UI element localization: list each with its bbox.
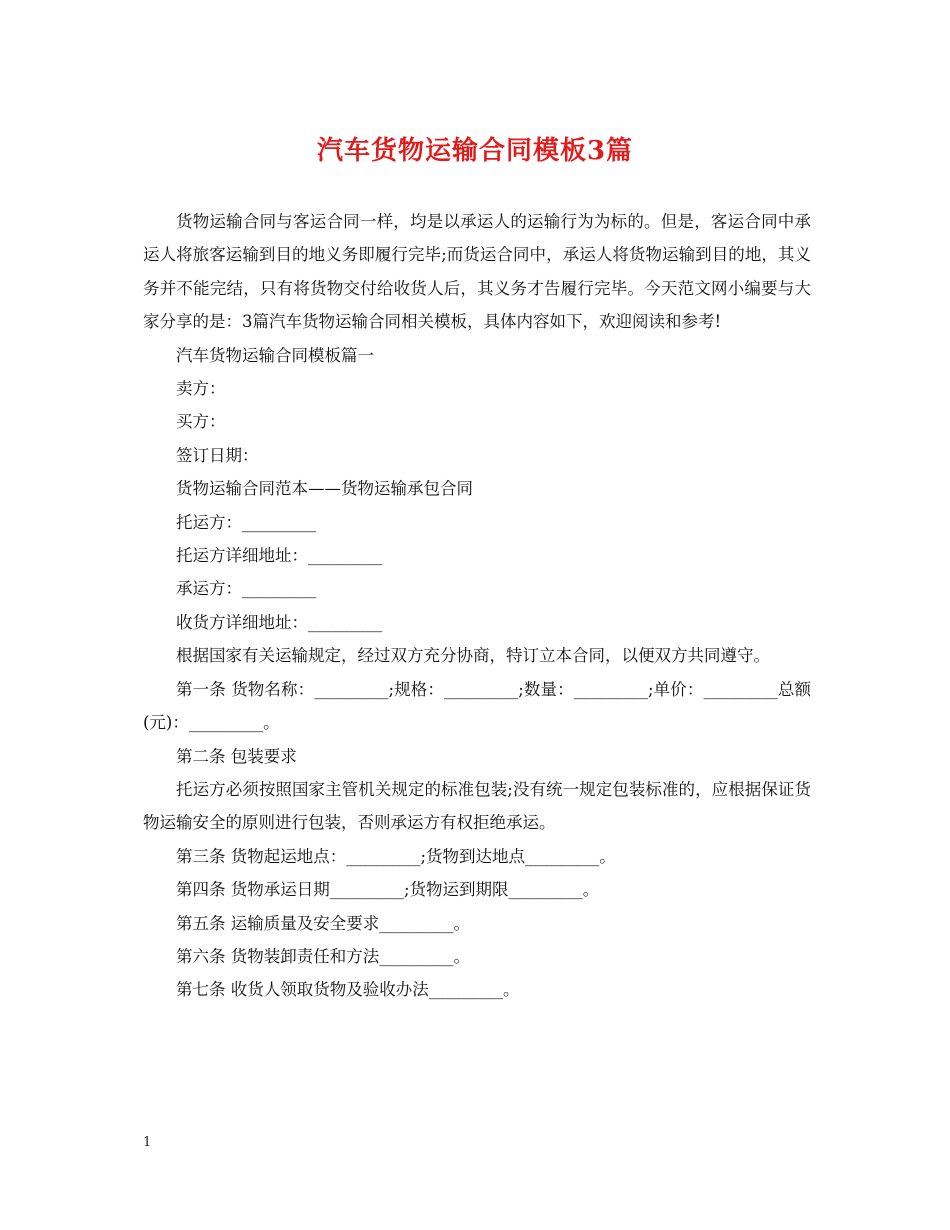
carrier-line: 承运方：_________ — [176, 579, 317, 599]
article-1: 第一条 货物名称：_________;规格：_________;数量：_________;单价：_________总额(元)：_________。 — [143, 679, 811, 733]
article-7: 第七条 收货人领取货物及验收办法_________。 — [176, 980, 520, 1000]
preamble-paragraph: 根据国家有关运输规定，经过双方充分协商，特订立本合同，以便双方共同遵守。 — [176, 646, 770, 666]
article-4: 第四条 货物承运日期_________;货物运到期限_________。 — [176, 880, 600, 900]
shipper-line: 托运方：_________ — [176, 512, 317, 532]
buyer-line: 买方： — [176, 412, 226, 432]
page-number: 1 — [143, 1135, 152, 1150]
intro-paragraph: 货物运输合同与客运合同一样，均是以承运人的运输行为为标的。但是，客运合同中承运人将旅客运输到目的地义务即履行完毕;而货运合同中，承运人将货物运输到目的地，其义务并不能完结，只有将货物交付给收货人后，其义务才告履行完毕。今天范文网小编要与大家分享的是：3篇汽车货物运输合同相关模板，具体内容如下，欢迎阅读和参考! — [143, 212, 811, 332]
document-title: 汽车货物运输合同模板3篇 — [316, 136, 634, 166]
article-6: 第六条 货物装卸责任和方法_________。 — [176, 946, 470, 966]
article-5: 第五条 运输质量及安全要求_________。 — [176, 913, 470, 933]
contract-subtitle: 货物运输合同范本——货物运输承包合同 — [176, 479, 473, 499]
document-body — [143, 205, 811, 1007]
signing-date-line: 签订日期： — [176, 445, 259, 465]
shipper-address-line: 托运方详细地址：_________ — [176, 546, 383, 566]
article-2-heading: 第二条 包装要求 — [176, 746, 297, 766]
consignee-address-line: 收货方详细地址：_________ — [176, 612, 383, 632]
section-heading: 汽车货物运输合同模板篇一 — [176, 345, 374, 365]
article-2-body: 托运方必须按照国家主管机关规定的标准包装;没有统一规定包装标准的，应根据保证货物运输安全的原则进行包装，否则承运方有权拒绝承运。 — [143, 779, 811, 833]
seller-line: 卖方： — [176, 379, 226, 399]
article-3: 第三条 货物起运地点：_________;货物到达地点_________。 — [176, 846, 616, 866]
